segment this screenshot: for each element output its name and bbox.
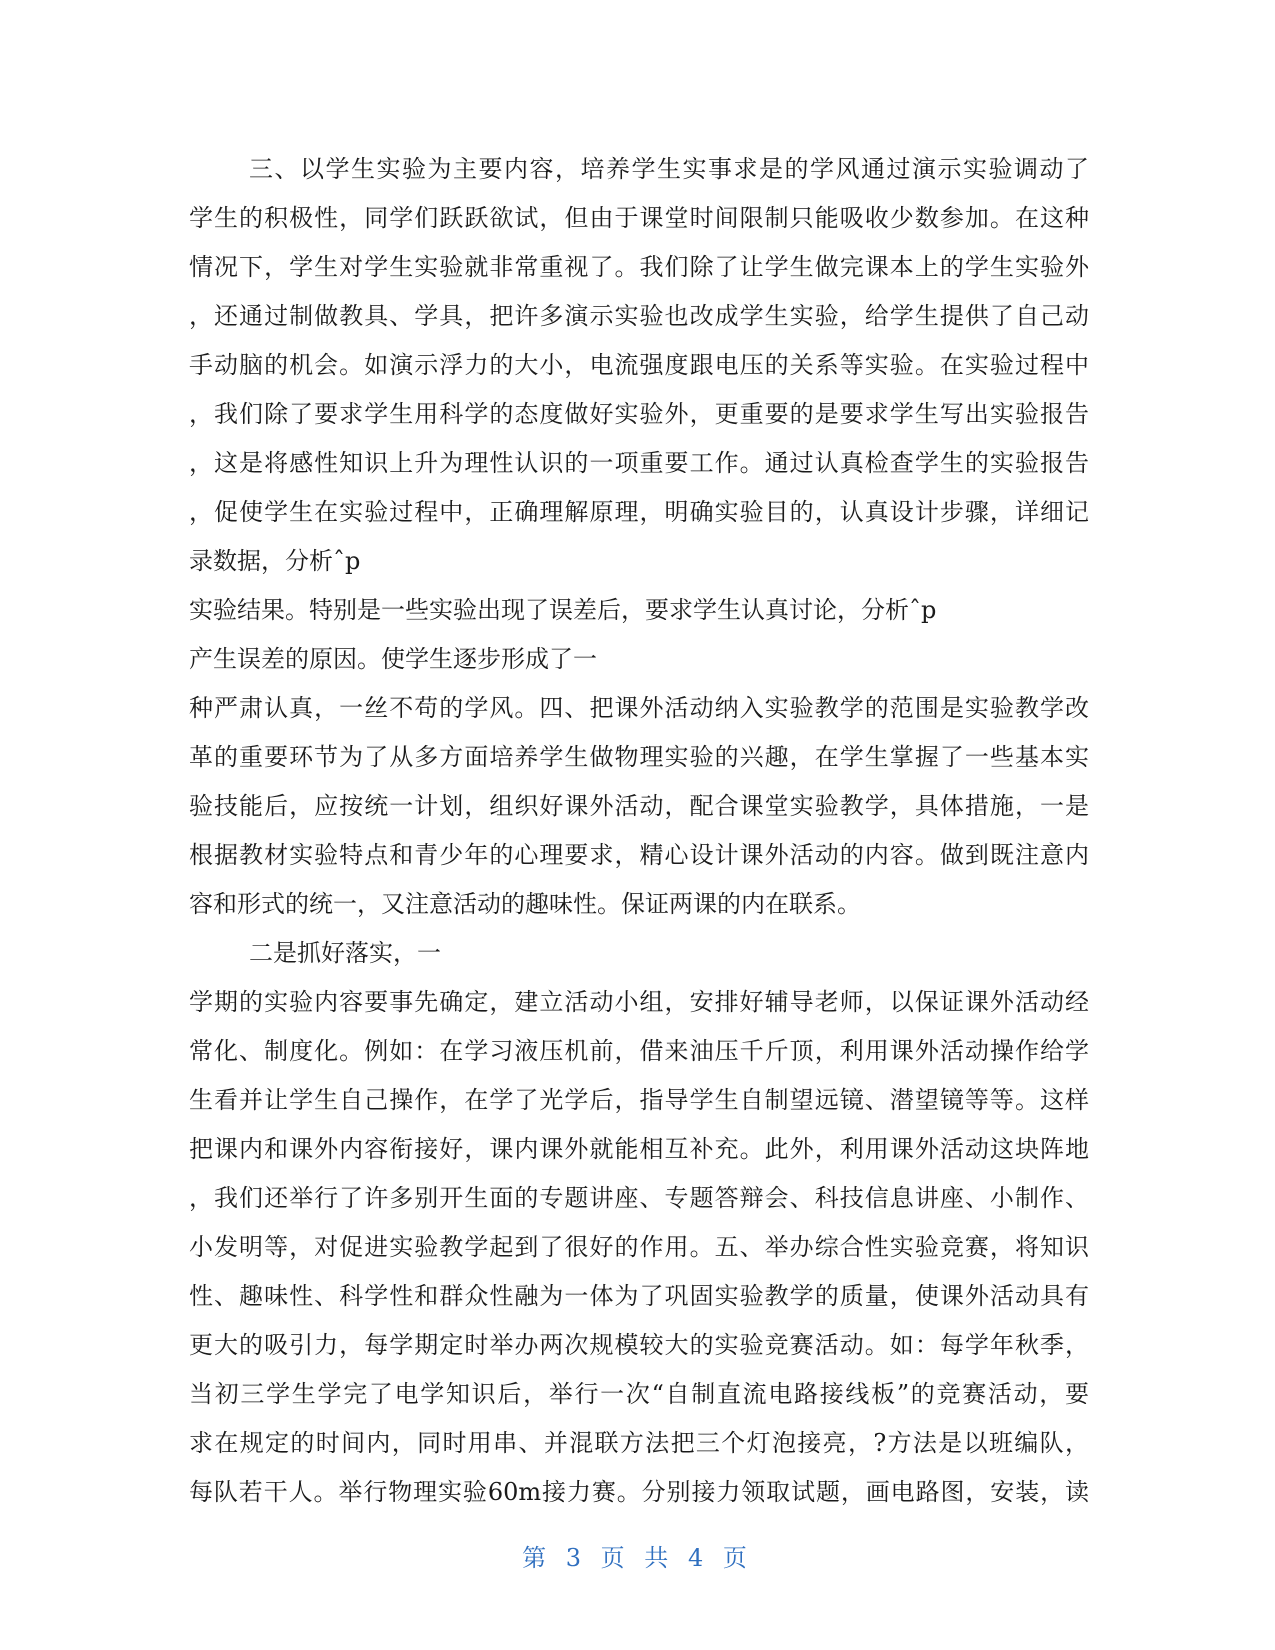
text-line: ，还通过制做教具、学具，把许多演示实验也改成学生实验，给学生提供了自己动 bbox=[189, 302, 1089, 330]
text-line: 生看并让学生自己操作，在学了光学后，指导学生自制望远镜、潜望镜等等。这样 bbox=[189, 1086, 1089, 1114]
text-line: 每队若干人。举行物理实验60m接力赛。分别接力领取试题，画电路图，安装，读 bbox=[189, 1478, 1089, 1506]
text-line: 求在规定的时间内，同时用串、并混联方法把三个灯泡接亮，?方法是以班编队， bbox=[189, 1429, 1089, 1457]
text-line: 学生的积极性，同学们跃跃欲试，但由于课堂时间限制只能吸收少数参加。在这种 bbox=[189, 204, 1089, 232]
text-line: 验技能后，应按统一计划，组织好课外活动，配合课堂实验教学，具体措施，一是 bbox=[189, 792, 1089, 820]
text-line: 当初三学生学完了电学知识后，举行一次“自制直流电路接线板”的竞赛活动，要 bbox=[189, 1380, 1089, 1408]
text-line: ，促使学生在实验过程中，正确理解原理，明确实验目的，认真设计步骤，详细记 bbox=[189, 498, 1089, 526]
text-line: ，我们除了要求学生用科学的态度做好实验外，更重要的是要求学生写出实验报告 bbox=[189, 400, 1089, 428]
text-line: 种严肃认真，一丝不苟的学风。四、把课外活动纳入实验教学的范围是实验教学改 bbox=[189, 694, 1089, 722]
page-number-footer: 第 3 页 共 4 页 bbox=[522, 1544, 753, 1572]
text-line: 容和形式的统一，又注意活动的趣味性。保证两课的内在联系。 bbox=[189, 890, 861, 918]
text-line: 革的重要环节为了从多方面培养学生做物理实验的兴趣，在学生掌握了一些基本实 bbox=[189, 743, 1089, 771]
text-line: 手动脑的机会。如演示浮力的大小，电流强度跟电压的关系等实验。在实验过程中 bbox=[189, 351, 1089, 379]
text-line: ，我们还举行了许多别开生面的专题讲座、专题答辩会、科技信息讲座、小制作、 bbox=[189, 1184, 1089, 1212]
document-body bbox=[189, 145, 1089, 1517]
text-line: 二是抓好落实，一 bbox=[249, 939, 441, 967]
text-line: 录数据，分析ˆp bbox=[189, 547, 361, 575]
text-line: 实验结果。特别是一些实验出现了误差后，要求学生认真讨论，分析ˆp bbox=[189, 596, 937, 624]
text-line: 把课内和课外内容衔接好，课内课外就能相互补充。此外，利用课外活动这块阵地 bbox=[189, 1135, 1089, 1163]
text-line: 更大的吸引力，每学期定时举办两次规模较大的实验竞赛活动。如：每学年秋季， bbox=[189, 1331, 1089, 1359]
text-line: 根据教材实验特点和青少年的心理要求，精心设计课外活动的内容。做到既注意内 bbox=[189, 841, 1089, 869]
text-line: 小发明等，对促进实验教学起到了很好的作用。五、举办综合性实验竞赛，将知识 bbox=[189, 1233, 1089, 1261]
text-line: 性、趣味性、科学性和群众性融为一体为了巩固实验教学的质量，使课外活动具有 bbox=[189, 1282, 1089, 1310]
text-line: 常化、制度化。例如：在学习液压机前，借来油压千斤顶，利用课外活动操作给学 bbox=[189, 1037, 1089, 1065]
text-line: 三、以学生实验为主要内容，培养学生实事求是的学风通过演示实验调动了 bbox=[249, 155, 1089, 183]
text-line: 情况下，学生对学生实验就非常重视了。我们除了让学生做完课本上的学生实验外 bbox=[189, 253, 1089, 281]
text-line: ，这是将感性知识上升为理性认识的一项重要工作。通过认真检查学生的实验报告 bbox=[189, 449, 1089, 477]
text-line: 学期的实验内容要事先确定，建立活动小组，安排好辅导老师，以保证课外活动经 bbox=[189, 988, 1089, 1016]
text-line: 产生误差的原因。使学生逐步形成了一 bbox=[189, 645, 597, 673]
